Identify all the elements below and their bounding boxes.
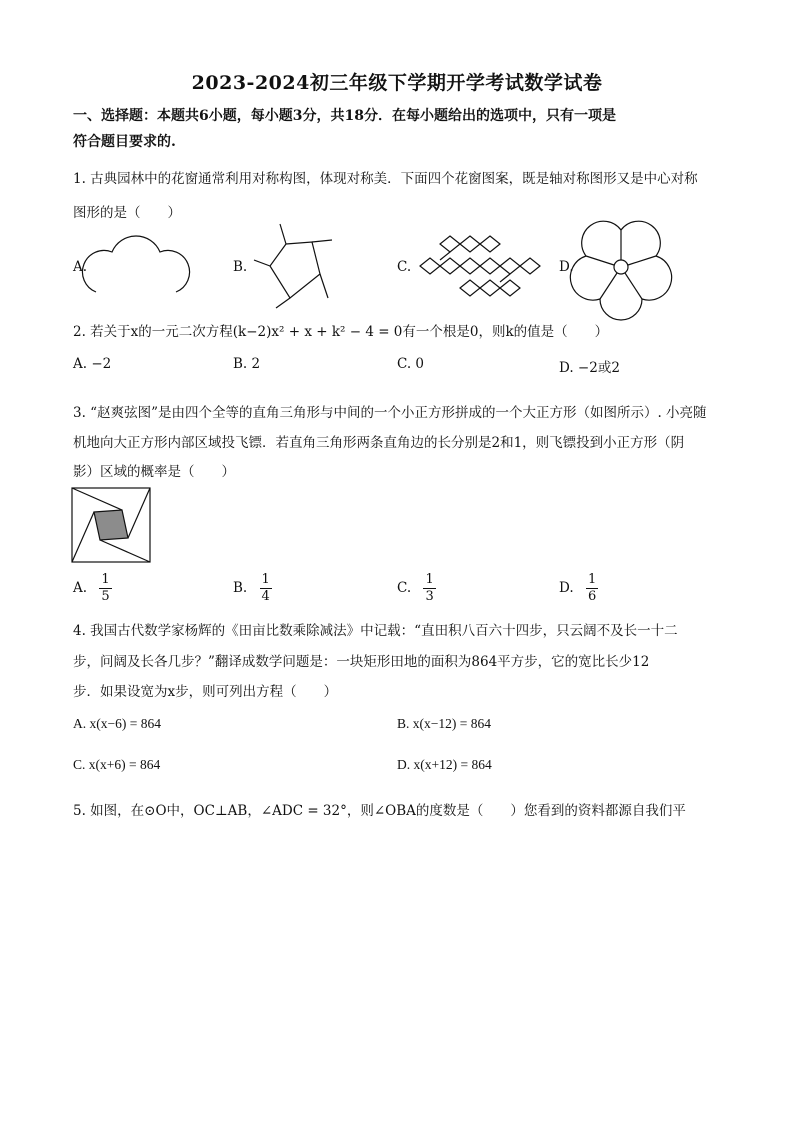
q4-option-a: A. x(x−6) = 864 [73,716,161,731]
q2-option-d: D. −2或2 [559,360,620,376]
q1-option-b-label: B. [233,259,248,275]
q1-option-c-label: C. [397,259,412,275]
q1-figure-b-pinwheel [248,220,338,312]
question-1-line1: 1. 古典园林中的花窗通常利用对称构图，体现对称美．下面四个花窗图案，既是轴对称图形又是中心对称 [73,171,698,187]
zhao-shuang-diagram [72,488,152,564]
q3-option-d: D. $\frac{1}{6}$ [559,572,597,604]
question-4-line1: 4. 我国古代数学家杨辉的《田亩比数乘除减法》中记载：“直田积八百六十四步，只云阔不及长一十二 [73,623,678,639]
q1-figure-c-lattice [416,232,542,298]
question-3-line2: 机地向大正方形内部区域投飞镖．若直角三角形两条直角边的长分别是2和1，则飞镖投到小正方形（阴 [73,435,685,451]
question-3-line1: 3. “赵爽弦图”是由四个全等的直角三角形与中间的一个小正方形拼成的一个大正方形（如图所示）. 小亮随 [73,405,707,421]
question-4-line3: 步．如果设宽为x步，则可列出方程（ ） [73,684,338,700]
question-5-text: 5. 如图，在⊙O中，OC⊥AB，∠ADC = 32°，则∠OBA的度数是（ ）您看到的资料都源自我们平 [73,803,686,819]
question-3-line3: 影）区域的概率是（ ） [73,464,235,480]
question-4-line2: 步，问阔及长各几步？”翻译成数学问题是：一块矩形田地的面积为864平方步，它的宽比长少12 [73,654,650,670]
q3-option-b: B. $\frac{1}{4}$ [233,572,270,604]
q1-option-d-label: D. [559,259,574,275]
q2-option-c: C. 0 [397,356,425,372]
q3-option-c: C. $\frac{1}{3}$ [397,572,434,604]
q4-option-d: D. x(x+12) = 864 [397,757,492,772]
page-title: 2023-2024初三年级下学期开学考试数学试卷 [191,72,603,94]
q4-option-b: B. x(x−12) = 864 [397,716,491,731]
question-1-line2: 图形的是（ ） [73,205,181,221]
section-heading-line2: 符合题目要求的. [73,134,176,150]
q4-option-c: C. x(x+6) = 864 [73,757,161,772]
q2-option-b: B. 2 [233,356,261,372]
question-2-text: 2. 若关于x的一元二次方程(k−2)x² + x + k² − 4 = 0有一个根是0，则k的值是（ ） [73,324,609,340]
q1-option-a-label: A. [73,259,88,275]
q2-option-a: A. −2 [73,356,112,372]
section-heading-line1: 一、选择题：本题共6小题，每小题3分，共18分．在每小题给出的选项中，只有一项是 [73,108,616,124]
q1-figure-d-flower [578,224,664,310]
q3-option-a: A. $\frac{1}{5}$ [73,572,110,604]
q1-figure-a-cloud [88,232,184,298]
shaded-small-square [94,510,128,540]
